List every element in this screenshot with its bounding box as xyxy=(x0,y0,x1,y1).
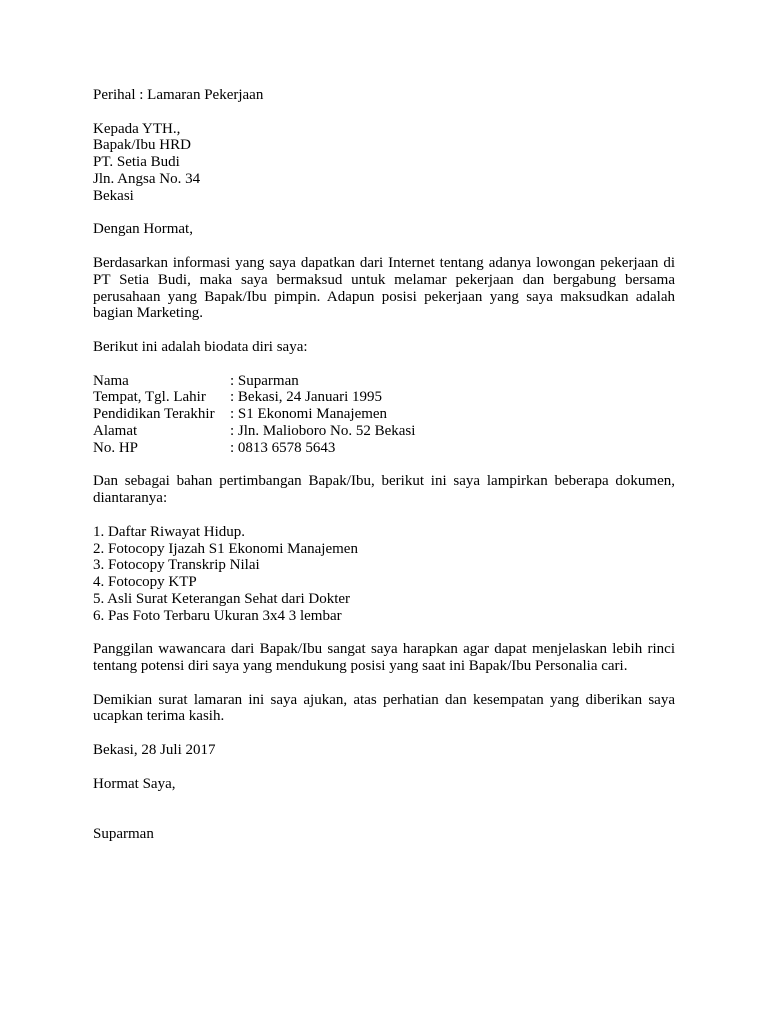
biodata-label: Nama xyxy=(93,372,129,389)
attachment-item: 2. Fotocopy Ijazah S1 Ekonomi Manajemen xyxy=(93,540,358,557)
biodata-value: : Jln. Malioboro No. 52 Bekasi xyxy=(230,422,416,439)
attachment-item: 4. Fotocopy KTP xyxy=(93,574,197,591)
biodata-label: Tempat, Tgl. Lahir xyxy=(93,389,206,406)
interview-paragraph: Panggilan wawancara dari Bapak/Ibu sangat saya harapkan agar dapat menjelaskan lebih rinci tentang potensi diri saya yang mendukung posisi yang saat ini Bapak/Ibu Personalia cari. xyxy=(93,641,675,675)
greeting: Dengan Hormat, xyxy=(93,221,193,238)
recipient-line: PT. Setia Budi xyxy=(93,154,180,171)
sign-off: Hormat Saya, xyxy=(93,775,176,792)
closing-paragraph: Demikian surat lamaran ini saya ajukan, atas perhatian dan kesempatan yang diberikan saya ucapkan terima kasih. xyxy=(93,691,675,725)
attachment-item: 1. Daftar Riwayat Hidup. xyxy=(93,523,246,540)
attachment-item: 5. Asli Surat Keterangan Sehat dari Dokter xyxy=(93,590,351,607)
biodata-intro: Berikut ini adalah biodata diri saya: xyxy=(93,338,308,355)
biodata-row xyxy=(93,406,675,423)
biodata-row xyxy=(93,440,675,457)
biodata-value: : 0813 6578 5643 xyxy=(230,439,336,456)
recipient-block xyxy=(93,121,675,205)
attachment-item: 6. Pas Foto Terbaru Ukuran 3x4 3 lembar xyxy=(93,607,342,624)
recipient-line: Bekasi xyxy=(93,187,134,204)
place-date: Bekasi, 28 Juli 2017 xyxy=(93,742,216,759)
attachment-item: 3. Fotocopy Transkrip Nilai xyxy=(93,557,260,574)
biodata-label: Alamat xyxy=(93,422,138,439)
biodata-table xyxy=(93,373,675,457)
biodata-value: : S1 Ekonomi Manajemen xyxy=(230,406,388,423)
intro-paragraph: Berdasarkan informasi yang saya dapatkan dari Internet tentang adanya lowongan pekerjaan di PT Setia Budi, maka saya bermaksud untuk melamar pekerjaan dan bergabung bersama perusahaan yang Bapak/Ibu pimpin. Adapun posisi pekerjaan yang saya maksudkan adalah bagian Marketing. xyxy=(93,254,675,322)
biodata-value: : Bekasi, 24 Januari 1995 xyxy=(230,389,383,406)
recipient-line: Kepada YTH., xyxy=(93,120,181,137)
biodata-row xyxy=(93,423,675,440)
attachments-list xyxy=(93,524,675,625)
letter-body xyxy=(93,87,675,843)
biodata-row xyxy=(93,389,675,406)
biodata-label: No. HP xyxy=(93,439,139,456)
biodata-label: Pendidikan Terakhir xyxy=(93,406,215,423)
recipient-line: Bapak/Ibu HRD xyxy=(93,137,191,154)
letter-subject: Perihal : Lamaran Pekerjaan xyxy=(93,87,264,103)
signature-name: Suparman xyxy=(93,826,154,843)
recipient-line: Jln. Angsa No. 34 xyxy=(93,170,201,187)
attachments-intro: Dan sebagai bahan pertimbangan Bapak/Ibu, berikut ini saya lampirkan beberapa dokumen, diantaranya: xyxy=(93,473,675,507)
biodata-value: : Suparman xyxy=(230,372,299,389)
biodata-row xyxy=(93,373,675,390)
